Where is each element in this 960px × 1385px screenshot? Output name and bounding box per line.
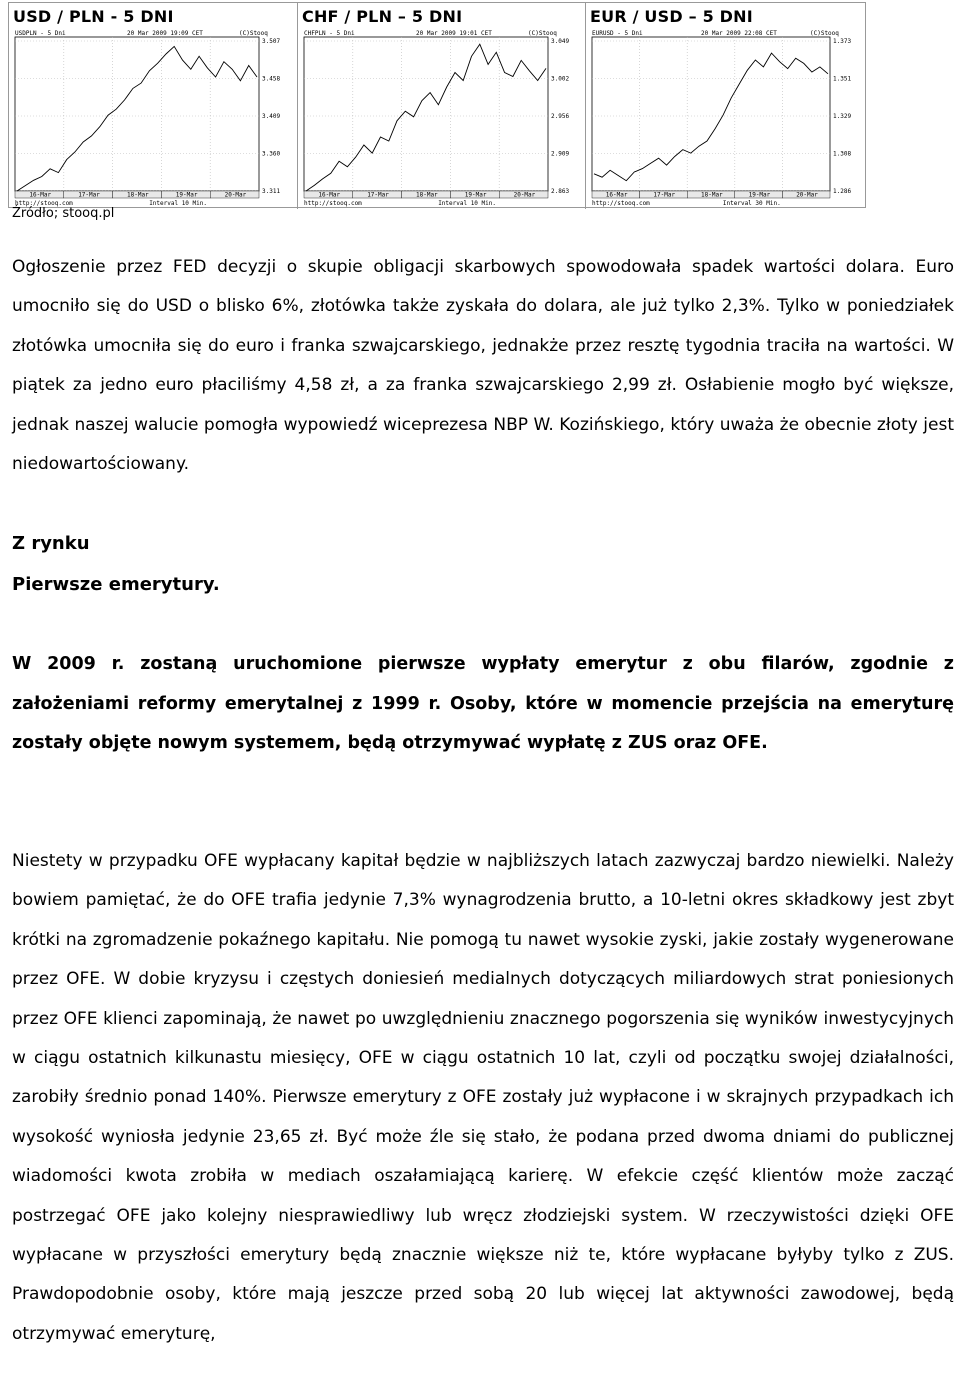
chart-header-copyright: (C)Stooq (239, 30, 268, 37)
chart-header-symbol: CHFPLN - 5 Dni (304, 30, 355, 37)
chart-cell-eurusd (585, 3, 867, 209)
chart-chfpln (300, 29, 584, 207)
x-tick-label: 16-Mar (605, 191, 628, 199)
y-tick-label: 3.002 (551, 75, 570, 83)
y-tick-label: 2.909 (551, 150, 570, 158)
y-tick-label: 3.458 (262, 75, 281, 83)
x-tick-label: 20-Mar (224, 191, 247, 199)
y-tick-label: 1.373 (833, 38, 852, 45)
chart-title: CHF / PLN – 5 DNI (302, 7, 463, 26)
y-tick-label: 2.863 (551, 188, 570, 195)
lead-paragraph: W 2009 r. zostaną uruchomione pierwsze wypłaty emerytur z obu filarów, zgodnie z założeniami reformy emerytalnej z 1999 r. Osoby, które w momencie przejścia na emeryturę zostały objęte nowym systemem, będą otrzymywać wypłatę z ZUS oraz OFE. (12, 654, 954, 753)
y-tick-label: 3.049 (551, 38, 570, 45)
x-tick-label: 19-Mar (464, 191, 487, 199)
chart-footer-interval: Interval 10 Min. (438, 200, 496, 207)
chart-title: USD / PLN - 5 DNI (13, 7, 174, 26)
exchange-rate-charts (8, 2, 866, 208)
x-tick-label: 17-Mar (653, 191, 676, 199)
chart-footer-url: http://stooq.com (592, 200, 650, 207)
x-tick-label: 20-Mar (796, 191, 818, 199)
x-tick-label: 20-Mar (513, 191, 536, 199)
section-heading: Z rynku (12, 533, 90, 554)
chart-header-copyright: (C)Stooq (528, 30, 557, 37)
plot-frame (304, 37, 548, 191)
chart-header-timestamp: 20 Mar 2009 19:01 CET (416, 30, 492, 37)
body-paragraph: Niestety w przypadku OFE wypłacany kapitał będzie w najbliższych latach zazwyczaj bardzo niewielki. Należy bowiem pamiętać, że do OFE trafia jedynie 7,3% wynagrodzenia brutto, a 10-letni okres składkowy jest zbyt krótki na zgromadzenie pokaźnego kapitału. Nie pomogą tu nawet wysokie zyski, jakie zostały wygenerowane przez OFE. W dobie kryzysu i częstych doniesień medialnych dotyczących miliardowych strat poniesionych przez OFE klienci zapominają, że nawet po uwzględnieniu znacznego pogorszenia się wyników inwestycyjnych w ciągu ostatnich kilkunastu miesięcy, OFE w ciągu ostatnich 10 lat, czyli od początku swojej działalności, zarobiły średnio ponad 140%. Pierwsze emerytury z OFE zostały już wypłacone i w skrajnych przypadkach ich wysokość wyniosła jedynie 23,65 zł. Być może źle się stało, że podana przed dwoma dniami do publicznej wiadomości kwota zrobiła w mediach oszałamiającą karierę. W efekcie część klientów może zacząć postrzegać OFE jako kolejny niesprawiedliwy lub wręcz złodziejski system. W rzeczywistości dzięki OFE wypłacane w przyszłości emerytury będą znacznie większe niż te, które wypłacane byłyby tylko z ZUS. Prawdopodobnie osoby, które mają jeszcze przed sobą 20 lub więcej lat aktywności zawodowej, będą otrzymywać emeryturę, (12, 851, 954, 1344)
x-tick-label: 16-Mar (318, 191, 341, 199)
x-tick-label: 19-Mar (748, 191, 771, 199)
x-tick-label: 18-Mar (701, 191, 723, 199)
chart-header-symbol: EURUSD - 5 Dni (592, 30, 643, 37)
chart-header-copyright: (C)Stooq (810, 30, 839, 37)
y-tick-label: 3.507 (262, 38, 281, 45)
chart-cell-usdpln (9, 3, 297, 209)
x-tick-label: 16-Mar (29, 191, 52, 199)
y-tick-label: 1.308 (833, 150, 852, 158)
y-tick-label: 2.956 (551, 113, 570, 120)
source-caption: Źródło; stooq.pl (12, 206, 115, 221)
y-tick-label: 1.351 (833, 75, 852, 83)
chart-footer-interval: Interval 30 Min. (722, 200, 781, 207)
x-tick-label: 17-Mar (78, 191, 100, 199)
chart-footer-url: http://stooq.com (304, 200, 362, 207)
y-tick-label: 3.409 (262, 113, 281, 120)
x-tick-label: 18-Mar (127, 191, 149, 199)
y-tick-label: 3.360 (262, 150, 281, 158)
x-tick-label: 18-Mar (416, 191, 438, 199)
y-tick-label: 3.311 (262, 188, 281, 195)
y-tick-label: 1.329 (833, 113, 852, 120)
article-title: Pierwsze emerytury. (12, 574, 220, 595)
chart-eurusd (588, 29, 866, 207)
chart-footer-url: http://stooq.com (15, 200, 73, 207)
x-tick-label: 17-Mar (367, 191, 389, 199)
chart-header-timestamp: 20 Mar 2009 19:09 CET (127, 30, 203, 37)
chart-cell-chfpln (297, 3, 585, 209)
y-tick-label: 1.286 (833, 188, 852, 195)
chart-header-timestamp: 20 Mar 2009 22:08 CET (701, 30, 777, 37)
plot-frame (15, 37, 259, 191)
chart-usdpln (11, 29, 295, 207)
chart-header-symbol: USDPLN - 5 Dni (15, 30, 66, 37)
x-tick-label: 19-Mar (175, 191, 198, 199)
chart-footer-interval: Interval 10 Min. (149, 200, 207, 207)
chart-title: EUR / USD – 5 DNI (590, 7, 753, 26)
currency-paragraph: Ogłoszenie przez FED decyzji o skupie obligacji skarbowych spowodowała spadek wartości dolara. Euro umocniło się do USD o blisko 6%, złotówka także zyskała do dolara, ale już tylko 2,3%. Tylko w poniedziałek złotówka umocniła się do euro i franka szwajcarskiego, jednakże przez resztę tygodnia traciła na wartości. W piątek za jedno euro płaciliśmy 4,58 zł, a za franka szwajcarskiego 2,99 zł. Osłabienie mogło być większe, jednak naszej walucie pomogła wypowiedź wiceprezesa NBP W. Kozińskiego, który uważa że obecnie złoty jest niedowartościowany. (12, 257, 954, 475)
